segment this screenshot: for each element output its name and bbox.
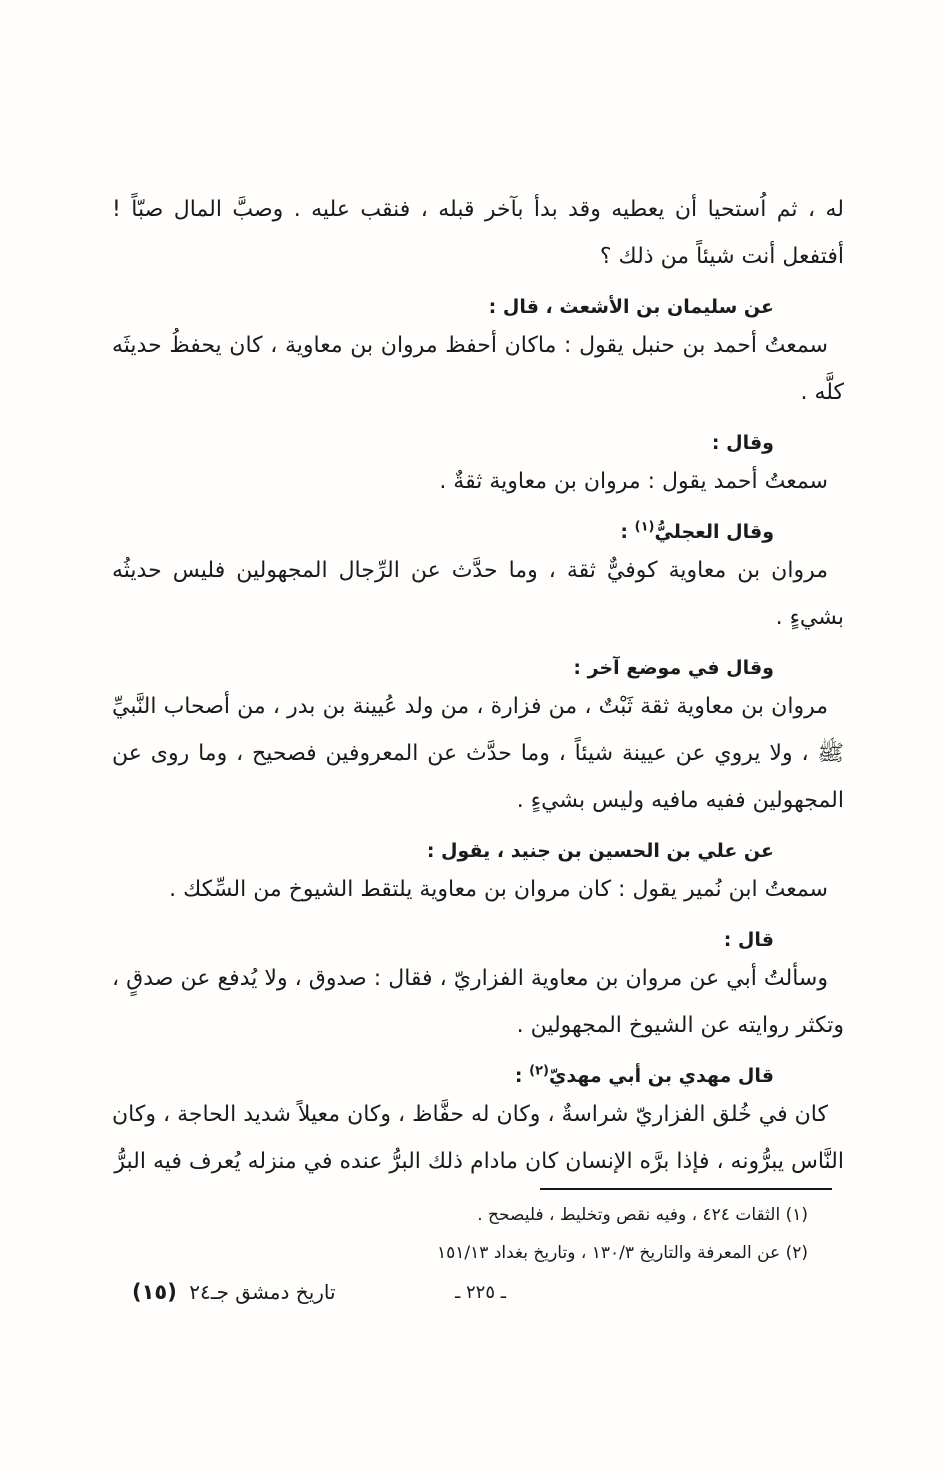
section-body: مروان بن معاوية كوفيٌّ ثقة ، وما حدَّث عن الرِّجال المجهولين فليس حديثُه بشيءٍ .: [112, 558, 844, 630]
footnote-separator-line: [540, 1188, 832, 1190]
section-header-text: عن سليمان بن الأشعث ، قال :: [488, 296, 774, 318]
footnote-1: (١) الثقات ٤٢٤ ، وفيه نقص وتخليط ، فليصحح .: [477, 1205, 808, 1225]
footnote-marker-1: (١): [634, 519, 655, 535]
footer-book-title: [132, 1280, 336, 1304]
section-header-qala: [112, 928, 774, 952]
section-body: سمعتُ أحمد يقول : مروان بن معاوية ثقةٌ .: [439, 469, 828, 494]
page-footer: [0, 1280, 944, 1324]
section-header-colon: :: [620, 521, 635, 543]
section-body-with-prophet-honorific: مروان بن معاوية ثقة ثَبْتٌ ، من فزارة ، من ولد عُيينة بن بدر ، من أصحاب النَّبيِّ ﷺ ، ولا يروي عن عيينة شيئاً ، وما حدَّث عن المعروفين فصحيح ، وما روى عن المجهولين ففيه مافيه وليس بشيءٍ .: [112, 694, 844, 813]
section-header-ijli: [112, 520, 774, 544]
page-number: ـ ٢٢٥ ـ: [455, 1282, 507, 1303]
section-body: سمعتُ أحمد بن حنبل يقول : ماكان أحفظ مروان بن معاوية ، كان يحفظُ حديثَه كلَّه .: [112, 333, 844, 405]
section-body: وسألتُ أبي عن مروان بن معاوية الفزاريّ ، فقال : صدوق ، ولا يُدفع عن صدقٍ ، وتكثر روايته عن الشيوخ المجهولين .: [112, 966, 844, 1038]
section-header-colon: :: [514, 1065, 530, 1087]
section-header-text: قال مهدي بن أبي مهديّ: [548, 1065, 774, 1087]
section-header-mahdi: [112, 1064, 774, 1088]
footnote-marker-2: (٢): [529, 1063, 549, 1079]
section-body: كان في خُلق الفزاريّ شراسةٌ ، وكان له حفَّاظ ، وكان معيلاً شديد الحاجة ، وكان النَّاس يبرُّونه ، فإذا برَّه الإنسان كان مادام ذلك البرُّ عنده في منزله يُعرف فيه البرُّ: [112, 1102, 844, 1174]
section-header-another-place: [112, 656, 774, 680]
section-header-waqala: [112, 431, 774, 455]
main-text-block: [112, 186, 844, 1180]
section-header-text: وقال العجليُّ: [654, 521, 774, 543]
section-header-text: قال :: [723, 929, 774, 951]
footnote-2: (٢) عن المعرفة والتاريخ ١٣٠/٣ ، وتاريخ بغداد ١٥١/١٣: [437, 1243, 808, 1263]
section-header-sulayman-ibn-ashath: [112, 295, 774, 319]
book-title-text: تاريخ دمشق جـ٢٤: [189, 1280, 336, 1304]
section-header-text: وقال في موضع آخر :: [573, 657, 774, 679]
footnotes-block: [112, 1196, 808, 1272]
section-body: سمعتُ ابن نُمير يقول : كان مروان بن معاوية يلتقط الشيوخ من السِّكك .: [169, 877, 828, 902]
section-header-ali-ibn-husayn: [112, 839, 774, 863]
section-header-text: عن علي بن الحسين بن جنيد ، يقول :: [426, 840, 774, 862]
section-header-text: وقال :: [711, 432, 774, 454]
continuation-paragraph: له ، ثم اُستحيا أن يعطيه وقد بدأ بآخر قبله ، فنقب عليه . وصبَّ المال صبّاً ! أفتفعل أنت شيئاً من ذلك ؟: [112, 197, 844, 269]
series-number-badge: (١٥): [132, 1280, 177, 1304]
